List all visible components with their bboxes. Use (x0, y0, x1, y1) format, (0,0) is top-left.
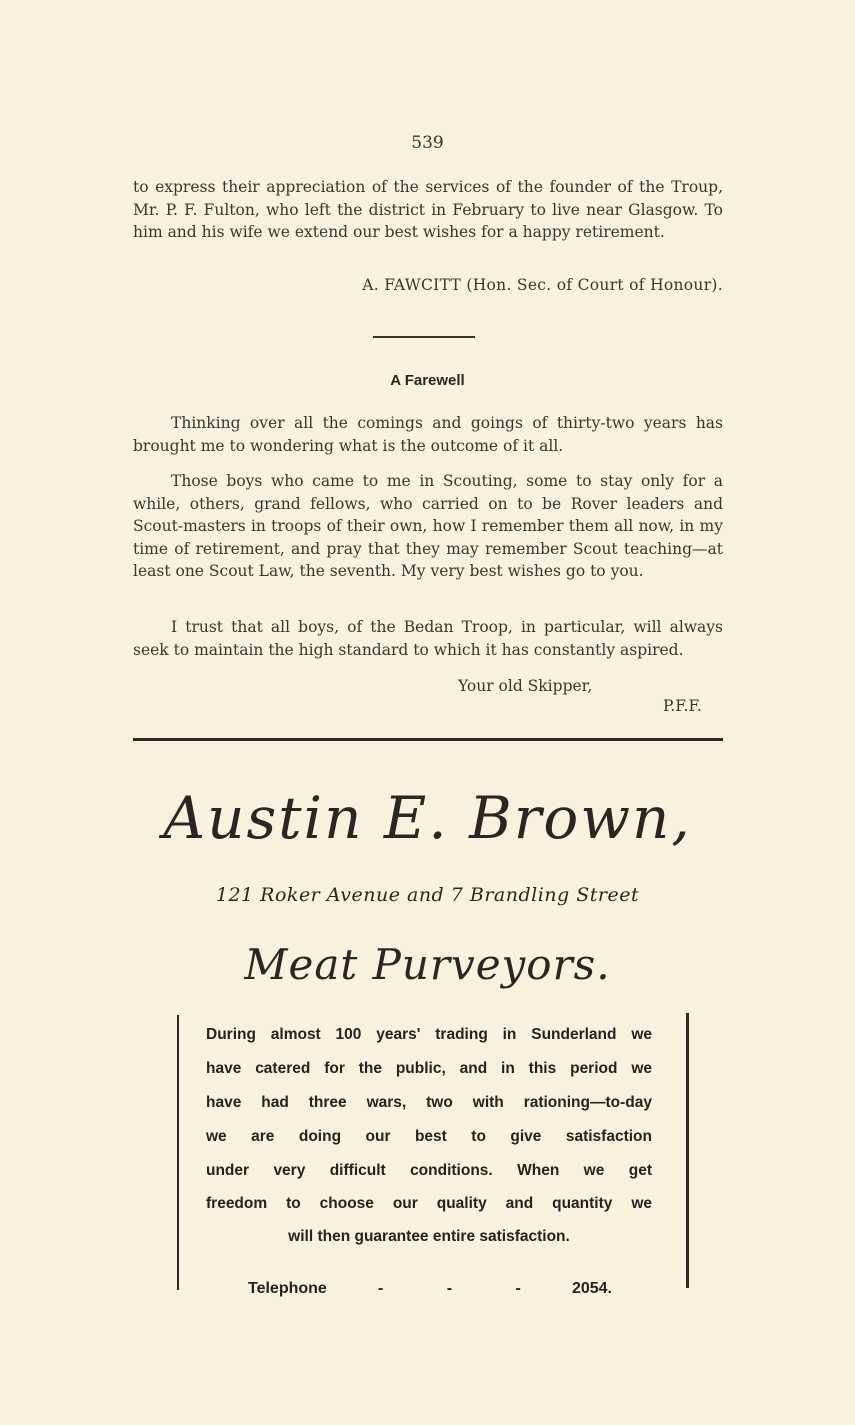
advert-box-right-border (686, 1013, 689, 1288)
advert-trade: Meat Purveyors. (244, 940, 611, 989)
advert-telephone (248, 1280, 612, 1298)
telephone-dash: - (446, 1280, 453, 1297)
advert-body-line: will then guarantee entire satisfaction. (288, 1228, 570, 1245)
telephone-label: Telephone (248, 1280, 327, 1297)
farewell-closing: Your old Skipper, (458, 677, 593, 695)
farewell-paragraph-1: Thinking over all the comings and goings of thirty-two years has brought me to wondering what is the outcome of it all. (133, 414, 723, 455)
advert-body-line: During almost 100 years' trading in Sunderland we (206, 1026, 652, 1043)
advert-body-line: freedom to choose our quality and quantity we (206, 1195, 652, 1212)
advert-business-name: Austin E. Brown, (163, 784, 692, 852)
advert-box-left-border (177, 1015, 179, 1290)
advert-body-line: we are doing our best to give satisfaction (206, 1128, 652, 1145)
farewell-paragraph-3: I trust that all boys, of the Bedan Troop, in particular, will always seek to maintain the high standard to which it has constantly aspired. (133, 618, 723, 659)
page-number: 539 (411, 133, 444, 153)
telephone-dash: - (515, 1280, 521, 1297)
advert-divider (133, 738, 723, 741)
farewell-initials: P.F.F. (663, 697, 702, 715)
advert-body-line: have catered for the public, and in this period we (206, 1060, 652, 1077)
telephone-number: 2054. (571, 1280, 612, 1297)
advert-body-line: under very difficult conditions. When we get (206, 1162, 652, 1179)
telephone-dash: - (377, 1280, 384, 1297)
farewell-paragraph-2: Those boys who came to me in Scouting, some to stay only for a while, others, grand fellows, who carried on to be Rover leaders and Scout-masters in troops of their own, how I remember them all now, in my time of retirement, and pray that they may remember Scout teaching—at least one Scout Law, the seventh. My very best wishes go to you. (133, 472, 723, 580)
advert-address: 121 Roker Avenue and 7 Brandling Street (215, 884, 640, 906)
court-report-signature: A. FAWCITT (Hon. Sec. of Court of Honour). (362, 276, 723, 294)
farewell-heading: A Farewell (390, 372, 465, 389)
advert-body-line: have had three wars, two with rationing—to-day (206, 1094, 652, 1111)
court-report-paragraph: to express their appreciation of the services of the founder of the Troup, Mr. P. F. Fulton, who left the district in February to live near Glasgow. To him and his wife we extend our best wishes for a happy retirement. (133, 178, 723, 241)
section-divider (373, 336, 475, 338)
